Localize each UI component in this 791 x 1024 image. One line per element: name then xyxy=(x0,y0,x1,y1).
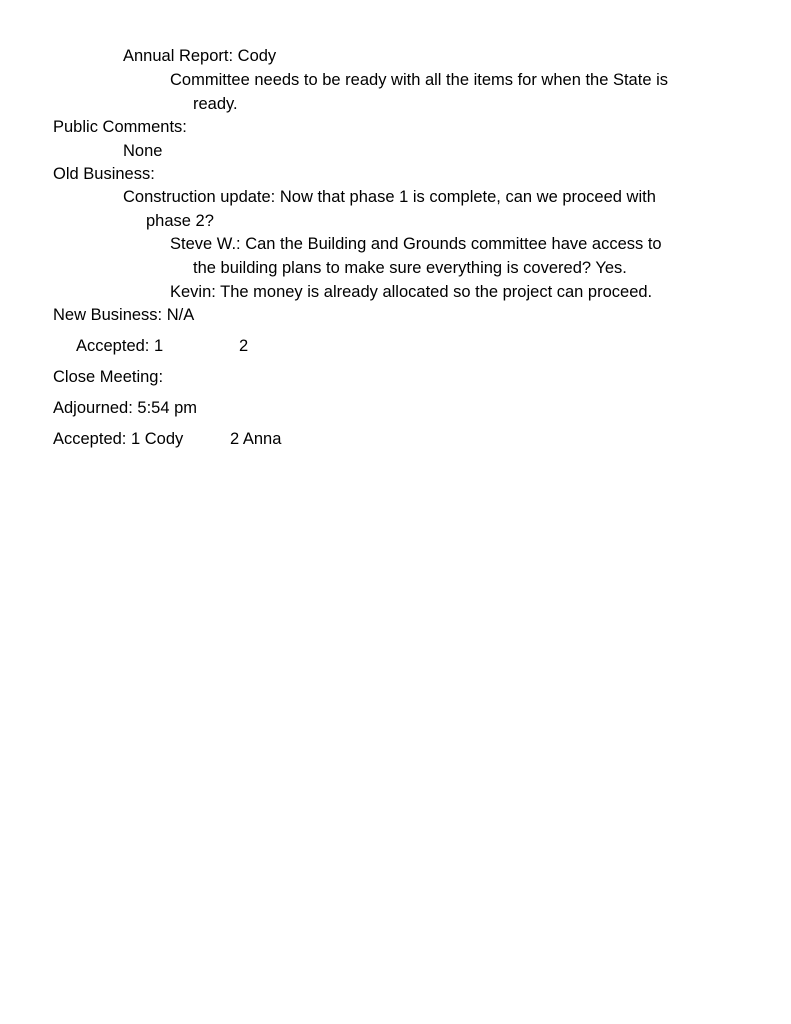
old-business-heading: Old Business: xyxy=(53,165,155,183)
construction-update-line1: Construction update: Now that phase 1 is complete, can we proceed with xyxy=(123,188,656,206)
annual-report-note-line2: ready. xyxy=(193,95,238,113)
close-accepted-first: Accepted: 1 Cody xyxy=(53,430,184,448)
new-business-accepted-second: 2 xyxy=(239,337,249,355)
new-business-accepted-first: Accepted: 1 xyxy=(76,337,164,355)
steve-comment-line2: the building plans to make sure everything is covered? Yes. xyxy=(193,259,627,277)
close-accepted-second: 2 Anna xyxy=(230,430,282,448)
annual-report-heading: Annual Report: Cody xyxy=(123,47,277,65)
public-comments-heading: Public Comments: xyxy=(53,118,187,136)
adjourned-time: Adjourned: 5:54 pm xyxy=(53,399,198,417)
steve-comment-line1: Steve W.: Can the Building and Grounds committee have access to xyxy=(170,235,662,253)
kevin-comment: Kevin: The money is already allocated so the project can proceed. xyxy=(170,283,653,301)
construction-update-line2: phase 2? xyxy=(146,212,214,230)
new-business-line: New Business: N/A xyxy=(53,306,195,324)
close-meeting-heading: Close Meeting: xyxy=(53,368,164,386)
annual-report-note-line1: Committee needs to be ready with all the items for when the State is xyxy=(170,71,668,89)
public-comments-value: None xyxy=(123,142,163,160)
